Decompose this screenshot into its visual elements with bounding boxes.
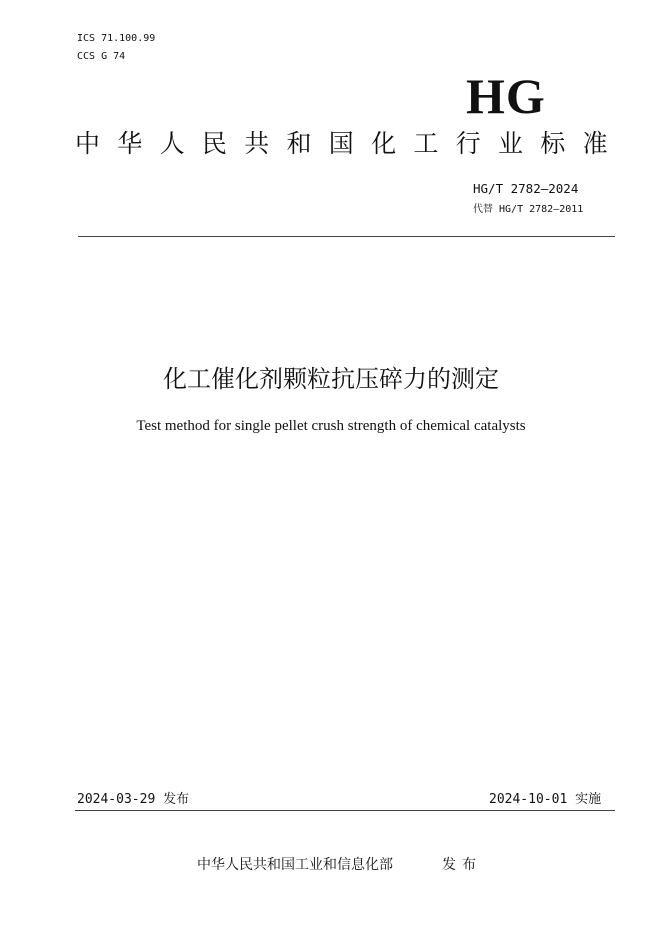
implementation-date: 2024-10-01 实施 xyxy=(489,792,602,807)
replaces-standard: 代替 HG/T 2782—2011 xyxy=(473,204,584,215)
standard-category-title: 中华人民共和国化工行业标准 xyxy=(75,129,625,158)
footer-divider xyxy=(75,810,615,811)
publisher-name: 中华人民共和国工业和信息化部 xyxy=(197,857,393,873)
hg-logo: HG xyxy=(466,68,546,124)
issue-date: 2024-03-29 发布 xyxy=(77,792,190,807)
standard-number: HG/T 2782—2024 xyxy=(473,181,579,196)
document-title-english: Test method for single pellet crush strength of chemical catalysts xyxy=(136,418,526,434)
ccs-code: CCS G 74 xyxy=(77,51,126,62)
document-title-chinese: 化工催化剂颗粒抗压碎力的测定 xyxy=(163,365,499,393)
publish-label: 发布 xyxy=(442,857,482,873)
header-divider xyxy=(78,236,615,237)
ics-code: ICS 71.100.99 xyxy=(77,33,156,44)
